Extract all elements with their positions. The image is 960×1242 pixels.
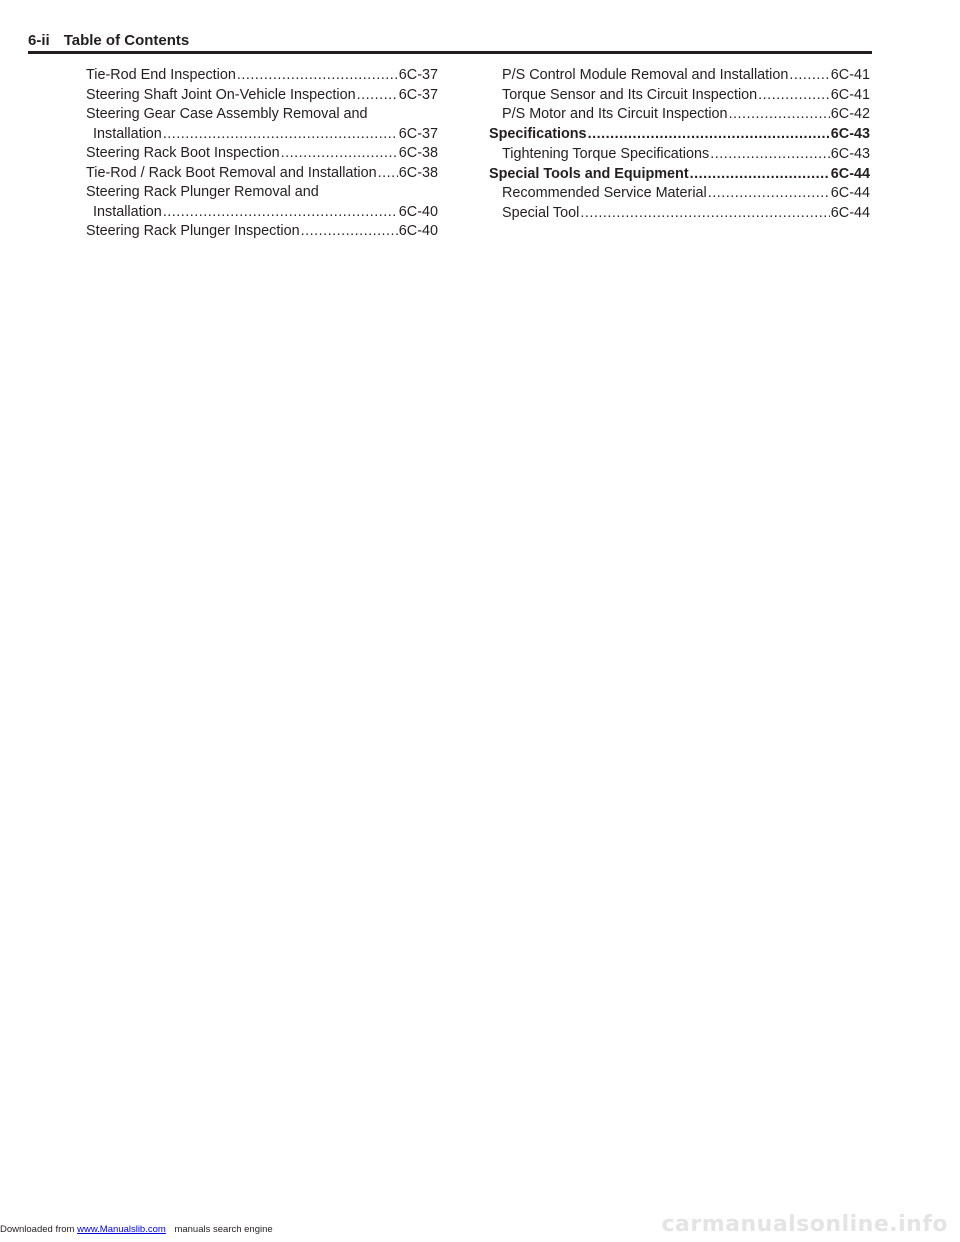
toc-section-page: 6C-43 xyxy=(830,126,870,142)
toc-entry-page: 6C-37 xyxy=(398,67,438,83)
toc-entry-title: Tie-Rod / Rack Boot Removal and Installation xyxy=(86,164,377,181)
toc-entry-special-tool[interactable] xyxy=(489,204,870,224)
toc-entry-page: 6C-44 xyxy=(830,204,870,221)
dot-leader xyxy=(281,144,398,164)
toc-entry-title: Tightening Torque Specifications xyxy=(502,145,710,162)
toc-entry-steering-rack-plunger-inspection[interactable] xyxy=(86,222,438,242)
section-number: 6-ii xyxy=(28,32,50,49)
footer-prefix: Downloaded from xyxy=(0,1224,75,1235)
toc-entry-title: Installation xyxy=(93,203,162,220)
toc-section-title: Specifications xyxy=(489,126,587,142)
toc-entry-title: Steering Rack Plunger Inspection xyxy=(86,223,300,239)
site-watermark: carmanualsonline.info xyxy=(661,1212,948,1237)
dot-leader xyxy=(588,125,830,145)
toc-entry-ps-motor-inspection[interactable] xyxy=(489,105,870,125)
toc-entry-title: Steering Rack Boot Inspection xyxy=(86,145,280,161)
toc-left-column xyxy=(86,66,438,242)
toc-section-special-tools[interactable] xyxy=(489,165,870,185)
toc-entry-ps-control-module-removal[interactable] xyxy=(489,66,870,86)
toc-section-page: 6C-44 xyxy=(830,165,870,182)
dot-leader xyxy=(357,86,398,106)
toc-entry-title: Torque Sensor and Its Circuit Inspection xyxy=(502,86,758,103)
toc-entry-page: 6C-44 xyxy=(830,185,870,201)
toc-entry-title: Steering Shaft Joint On-Vehicle Inspection xyxy=(86,86,356,103)
toc-right-column xyxy=(489,66,870,223)
dot-leader xyxy=(690,165,830,185)
toc-entry-steering-rack-boot-inspection[interactable] xyxy=(86,144,438,164)
toc-entry-steering-rack-plunger-removal[interactable] xyxy=(86,183,438,222)
toc-entry-page: 6C-43 xyxy=(830,145,870,162)
header-rule xyxy=(28,51,872,54)
toc-entry-page: 6C-37 xyxy=(398,125,438,142)
toc-entry-page: 6C-38 xyxy=(398,145,438,161)
toc-entry-steering-shaft-joint-inspection[interactable] xyxy=(86,86,438,106)
dot-leader xyxy=(163,203,398,223)
toc-entry-page: 6C-40 xyxy=(398,203,438,220)
toc-entry-title: Installation xyxy=(93,125,162,142)
dot-leader xyxy=(710,145,830,165)
dot-leader xyxy=(163,125,398,145)
page-title: Table of Contents xyxy=(63,32,190,49)
manualslib-link[interactable]: www.Manualslib.com xyxy=(77,1224,166,1235)
toc-entry-title: P/S Motor and Its Circuit Inspection xyxy=(502,106,728,122)
toc-entry-title: P/S Control Module Removal and Installation xyxy=(502,67,789,83)
toc-entry-recommended-service-material[interactable] xyxy=(489,184,870,204)
dot-leader xyxy=(729,105,830,125)
dot-leader xyxy=(378,164,398,184)
dot-leader xyxy=(758,86,830,106)
dot-leader xyxy=(789,66,829,86)
download-footer xyxy=(0,1224,273,1235)
toc-entry-page: 6C-41 xyxy=(830,67,870,83)
toc-entry-title-line1: Steering Gear Case Assembly Removal and xyxy=(86,106,368,122)
toc-section-title: Special Tools and Equipment xyxy=(489,165,689,182)
toc-section-specifications[interactable] xyxy=(489,125,870,145)
toc-entry-page: 6C-41 xyxy=(830,86,870,103)
toc-entry-page: 6C-40 xyxy=(398,223,438,239)
toc-entry-title-line1: Steering Rack Plunger Removal and xyxy=(86,184,319,200)
toc-entry-tightening-torque-specifications[interactable] xyxy=(489,145,870,165)
dot-leader xyxy=(301,222,398,242)
toc-entry-page: 6C-37 xyxy=(398,86,438,103)
toc-entry-torque-sensor-inspection[interactable] xyxy=(489,86,870,106)
footer-suffix: manuals search engine xyxy=(174,1224,273,1235)
toc-entry-page: 6C-38 xyxy=(398,164,438,181)
toc-entry-title: Tie-Rod End Inspection xyxy=(86,67,236,83)
dot-leader xyxy=(708,184,830,204)
toc-entry-steering-gear-case-removal[interactable] xyxy=(86,105,438,144)
page-header xyxy=(28,32,870,50)
toc-entry-title: Special Tool xyxy=(502,204,580,221)
toc-entry-tie-rod-end-inspection[interactable] xyxy=(86,66,438,86)
toc-entry-page: 6C-42 xyxy=(830,106,870,122)
dot-leader xyxy=(237,66,398,86)
dot-leader xyxy=(580,204,829,224)
toc-entry-title: Recommended Service Material xyxy=(502,185,707,201)
toc-entry-tie-rod-rack-boot-removal[interactable] xyxy=(86,164,438,184)
